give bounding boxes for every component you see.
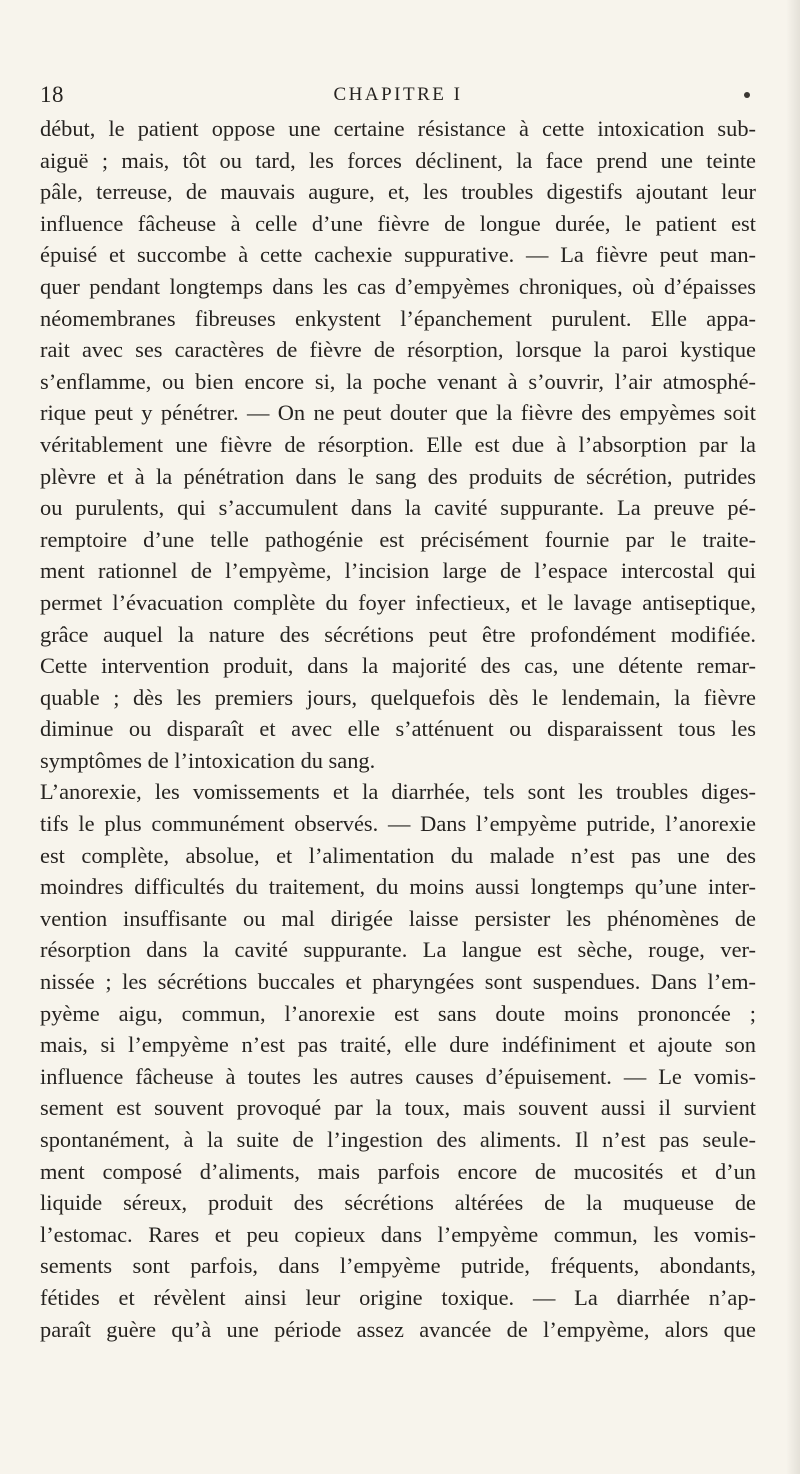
text-line: influence fâcheuse à toutes les autres causes d’épuisement. — Le vomis- bbox=[40, 1063, 756, 1089]
text-line: épuisé et succombe à cette cachexie suppurative. — La fièvre peut man- bbox=[40, 242, 756, 268]
text-line: liquide séreux, produit des sécrétions altérées de la muqueuse de bbox=[40, 1190, 756, 1216]
text-line: début, le patient oppose une certaine résistance à cette intoxication sub- bbox=[40, 116, 756, 141]
text-line: est complète, absolue, et l’alimentation du malade n’est pas une des bbox=[40, 842, 756, 868]
text-line: moindres difficultés du traitement, du moins aussi longtemps qu’une inter- bbox=[40, 874, 756, 900]
text-line: nissée ; les sécrétions buccales et pharyngées sont suspendues. Dans l’em- bbox=[40, 969, 756, 995]
text-line: remptoire d’une telle pathogénie est précisément fournie par le traite- bbox=[40, 526, 756, 552]
text-line: permet l’évacuation complète du foyer infectieux, et le lavage antiseptique, bbox=[40, 589, 756, 615]
text-line: Cette intervention produit, dans la majorité des cas, une détente remar- bbox=[40, 653, 756, 679]
text-line: quer pendant longtemps dans les cas d’empyèmes chroniques, où d’épaisses bbox=[40, 273, 756, 299]
text-line: spontanément, à la suite de l’ingestion des aliments. Il n’est pas seule- bbox=[40, 1127, 756, 1152]
text-line: pâle, terreuse, de mauvais augure, et, les troubles digestifs ajoutant leur bbox=[40, 179, 756, 205]
text-line: sements sont parfois, dans l’empyème putride, fréquents, abondants, bbox=[40, 1253, 756, 1279]
ink-spot bbox=[744, 92, 750, 98]
running-head: CHAPITRE I bbox=[333, 84, 463, 105]
text-line: mais, si l’empyème n’est pas traité, elle dure indéfiniment et ajoute son bbox=[40, 1032, 756, 1058]
text-line: diminue ou disparaît et avec elle s’atténuent ou disparaissent tous les bbox=[40, 716, 756, 742]
text-line: fétides et révèlent ainsi leur origine toxique. — La diarrhée n’ap- bbox=[40, 1284, 756, 1310]
text-line: résorption dans la cavité suppurante. La langue est sèche, rouge, ver- bbox=[40, 937, 756, 963]
text-line: grâce auquel la nature des sécrétions peut être profondément modifiée. bbox=[40, 621, 756, 647]
body-text bbox=[40, 113, 756, 1345]
page-header bbox=[40, 82, 756, 114]
page-number: 18 bbox=[40, 82, 64, 107]
text-line: ou purulents, qui s’accumulent dans la cavité suppurante. La preuve pé- bbox=[40, 495, 756, 521]
text-line: rait avec ses caractères de fièvre de résorption, lorsque la paroi kystique bbox=[40, 337, 756, 363]
text-line: plèvre et à la pénétration dans le sang des produits de sécrétion, putrides bbox=[40, 463, 756, 489]
text-line: rique peut y pénétrer. — On ne peut douter que la fièvre des empyèmes soit bbox=[40, 400, 756, 426]
text-line: l’estomac. Rares et peu copieux dans l’empyème commun, les vomis- bbox=[40, 1221, 756, 1247]
text-line: néomembranes fibreuses enkystent l’épanchement purulent. Elle appa- bbox=[40, 305, 756, 331]
text-line: quable ; dès les premiers jours, quelquefois dès le lendemain, la fièvre bbox=[40, 684, 756, 710]
text-line: tifs le plus communément observés. — Dans l’empyème putride, l’anorexie bbox=[40, 811, 756, 837]
text-line-paragraph-start: L’anorexie, les vomissements et la diarrhée, tels sont les troubles diges- bbox=[40, 779, 756, 805]
text-line: paraît guère qu’à une période assez avancée de l’empyème, alors que bbox=[40, 1316, 756, 1342]
text-line: ment composé d’aliments, mais parfois encore de mucosités et d’un bbox=[40, 1158, 756, 1184]
text-line: aiguë ; mais, tôt ou tard, les forces déclinent, la face prend une teinte bbox=[40, 147, 756, 173]
text-line: pyème aigu, commun, l’anorexie est sans doute moins prononcée ; bbox=[40, 1000, 756, 1026]
text-line: influence fâcheuse à celle d’une fièvre de longue durée, le patient est bbox=[40, 210, 756, 236]
text-line: sement est souvent provoqué par la toux, mais souvent aussi il survient bbox=[40, 1095, 756, 1121]
text-line: s’enflamme, ou bien encore si, la poche venant à s’ouvrir, l’air atmosphé- bbox=[40, 368, 756, 394]
text-line: ment rationnel de l’empyème, l’incision large de l’espace intercostal qui bbox=[40, 558, 756, 584]
text-line: vention insuffisante ou mal dirigée laisse persister les phénomènes de bbox=[40, 905, 756, 931]
text-line: véritablement une fièvre de résorption. Elle est due à l’absorption par la bbox=[40, 431, 756, 457]
text-line-paragraph-end: symptômes de l’intoxication du sang. bbox=[40, 747, 376, 773]
page-edge-shadow bbox=[786, 0, 800, 1474]
